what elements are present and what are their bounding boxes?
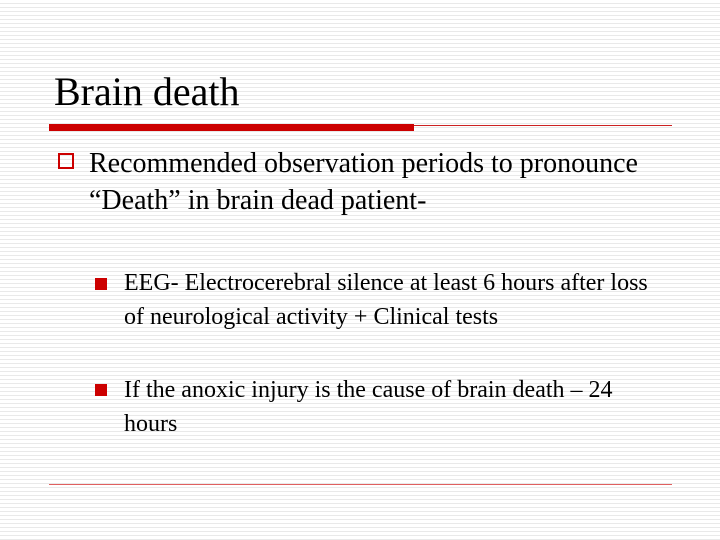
filled-square-icon <box>95 384 107 396</box>
slide-title: Brain death <box>54 69 240 114</box>
bullet-level1: Recommended observation periods to pronounce “Death” in brain dead patient- <box>89 148 638 216</box>
bullet-level2: EEG- Electrocerebral silence at least 6 hours after loss of neurological activity + Clinical tests <box>124 270 648 330</box>
title-underline-thin <box>414 125 672 126</box>
bullet-level2: If the anoxic injury is the cause of brain death – 24 hours <box>124 377 613 437</box>
footer-divider <box>49 484 672 485</box>
hollow-square-icon <box>58 153 74 169</box>
filled-square-icon <box>95 278 107 290</box>
title-underline-thick <box>49 124 414 131</box>
